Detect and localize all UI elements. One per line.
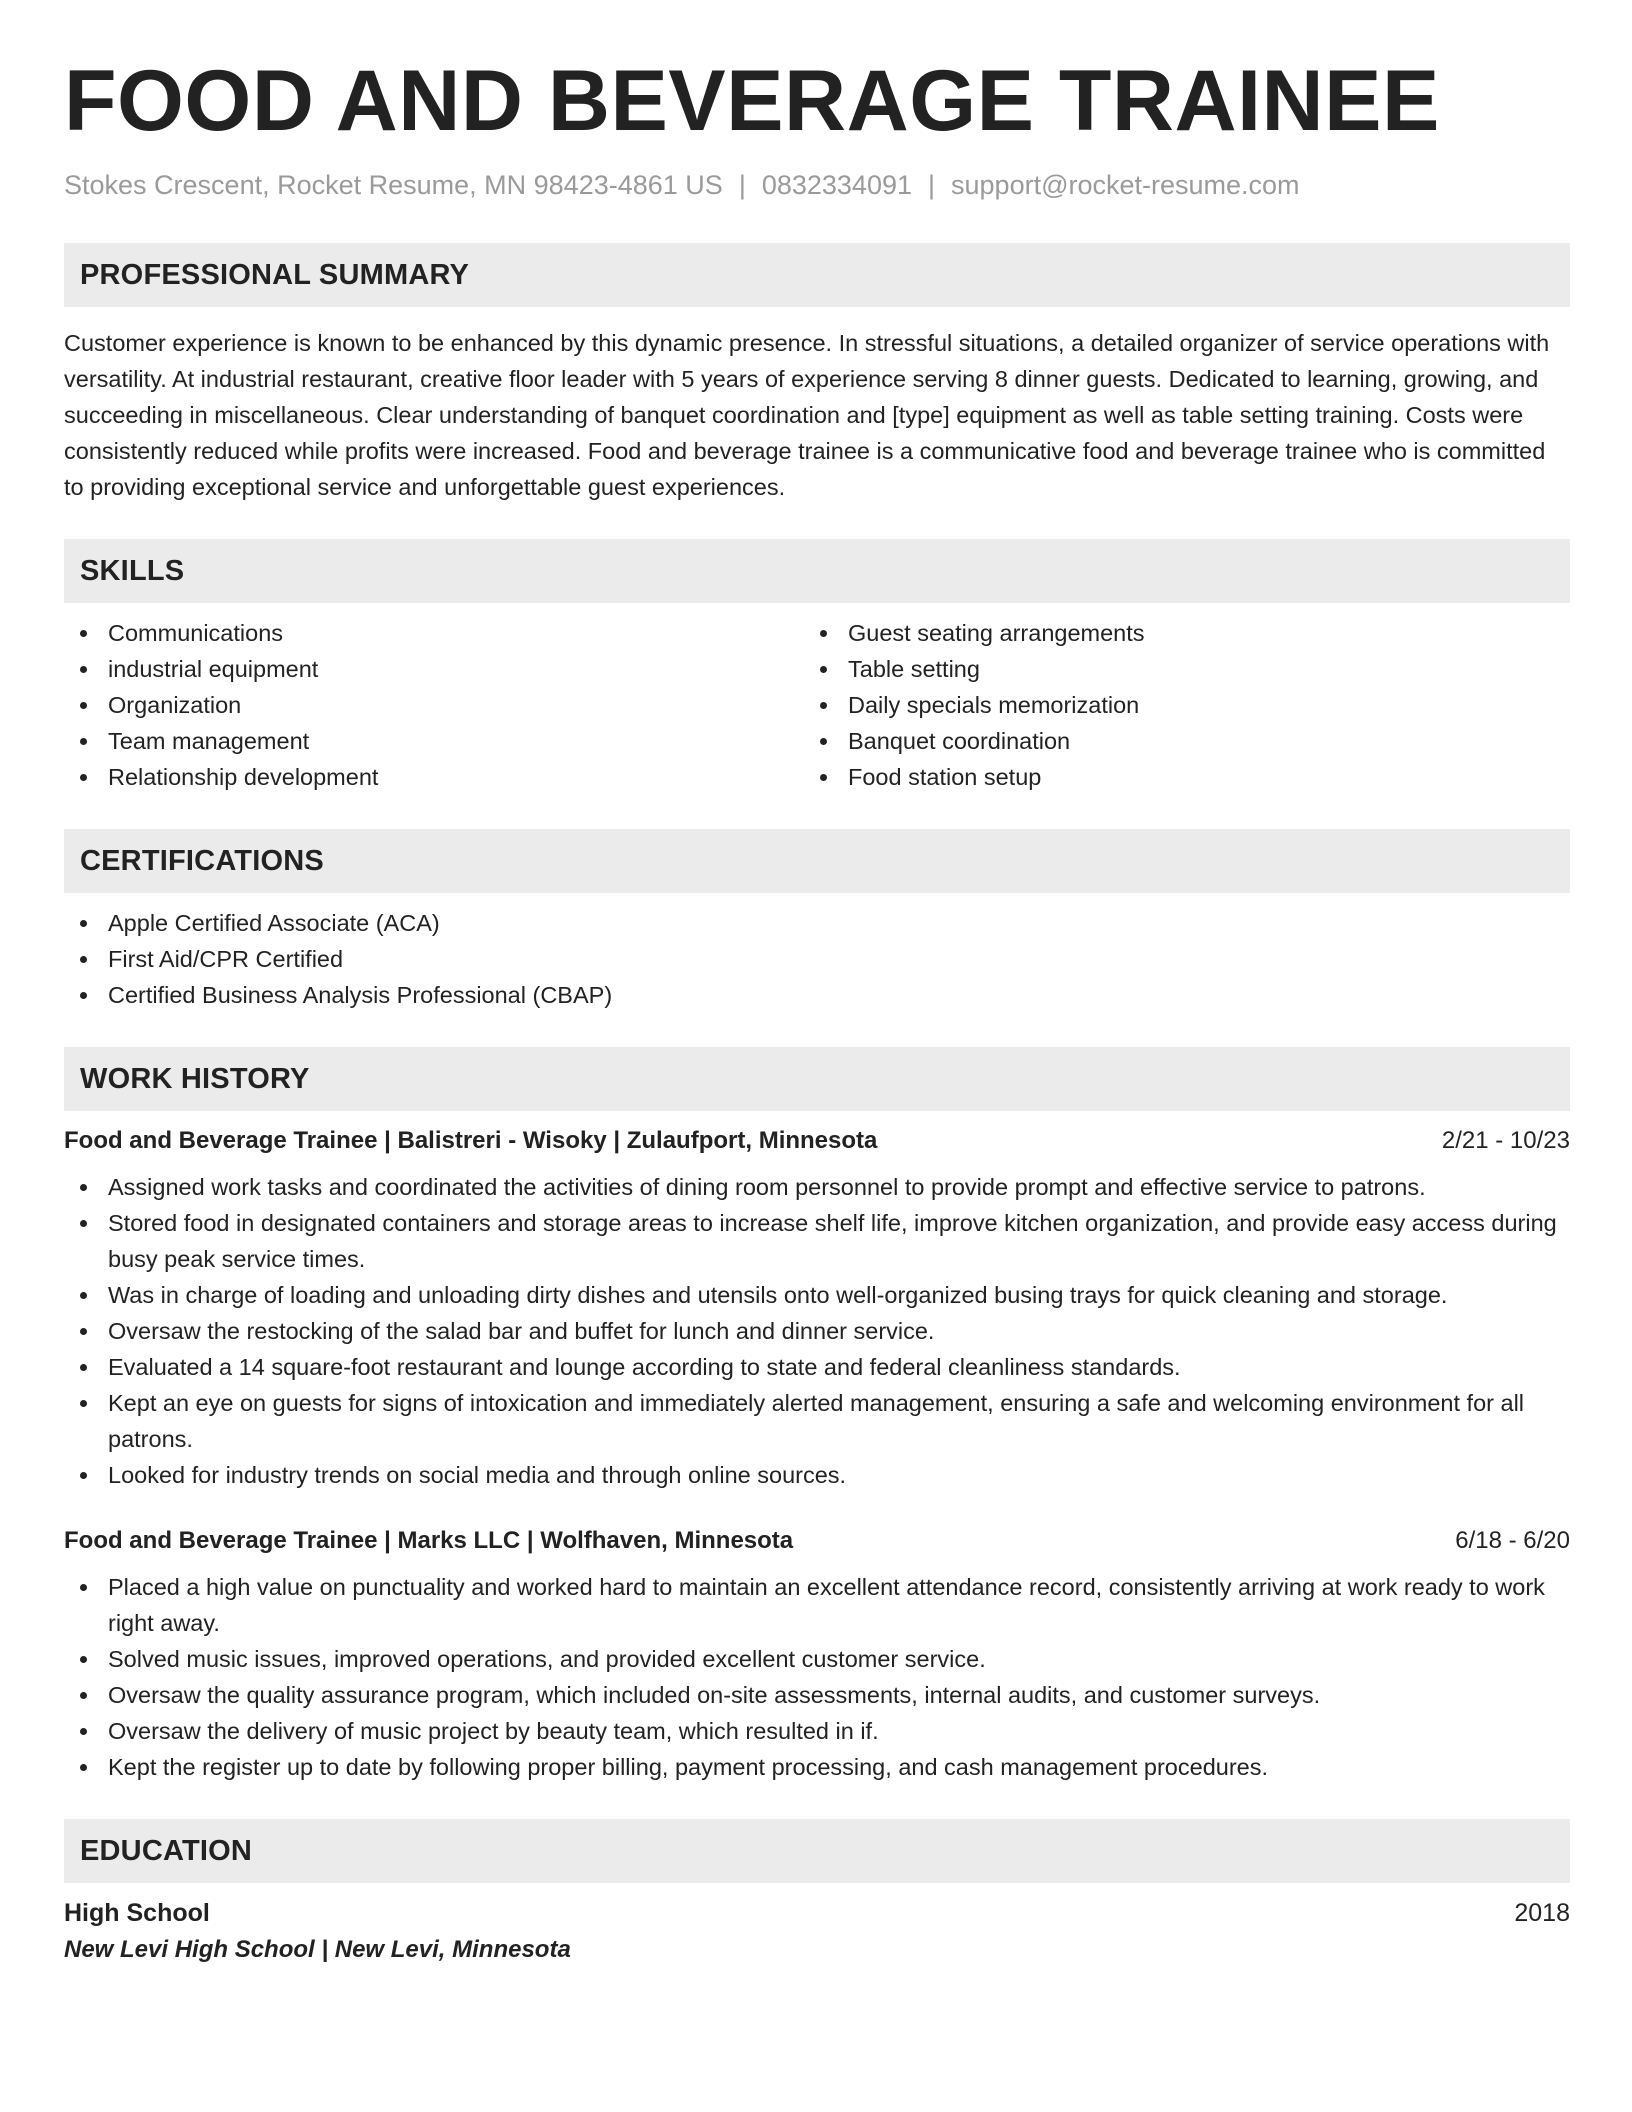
job-bullet: Was in charge of loading and unloading dirty dishes and utensils onto well-organized busing trays for quick cleaning and storage. — [64, 1277, 1570, 1313]
job-bullet: Evaluated a 14 square-foot restaurant and lounge according to state and federal cleanliness standards. — [64, 1349, 1570, 1385]
contact-line — [64, 170, 1570, 201]
skill-item: Food station setup — [804, 759, 1544, 795]
job-bullet: Oversaw the quality assurance program, which included on-site assessments, internal audits, and customer surveys. — [64, 1677, 1570, 1713]
job-entry — [64, 1527, 1570, 1785]
contact-address: Stokes Crescent, Rocket Resume, MN 98423-4861 US — [64, 170, 723, 200]
job-bullets — [64, 1169, 1570, 1493]
job-bullet: Kept the register up to date by following proper billing, payment processing, and cash management procedures. — [64, 1749, 1570, 1785]
job-bullet: Oversaw the restocking of the salad bar and buffet for lunch and dinner service. — [64, 1313, 1570, 1349]
certification-item: First Aid/CPR Certified — [64, 941, 1570, 977]
skill-item: industrial equipment — [64, 651, 804, 687]
job-bullets — [64, 1569, 1570, 1785]
skill-item: Relationship development — [64, 759, 804, 795]
contact-phone: 0832334091 — [761, 170, 912, 200]
job-bullet: Oversaw the delivery of music project by beauty team, which resulted in if. — [64, 1713, 1570, 1749]
contact-separator: | — [738, 170, 746, 200]
skill-item: Organization — [64, 687, 804, 723]
certification-item: Certified Business Analysis Professional (CBAP) — [64, 977, 1570, 1013]
job-dates: 2/21 - 10/23 — [1441, 1127, 1570, 1154]
job-heading-row — [64, 1527, 1570, 1555]
job-bullet: Looked for industry trends on social media and through online sources. — [64, 1457, 1570, 1493]
education-year: 2018 — [1514, 1899, 1570, 1927]
skill-item: Table setting — [804, 651, 1544, 687]
skill-item: Team management — [64, 723, 804, 759]
job-bullet: Solved music issues, improved operations, and provided excellent customer service. — [64, 1641, 1570, 1677]
job-bullet: Stored food in designated containers and storage areas to increase shelf life, improve kitchen organization, and provide easy access during busy peak service times. — [64, 1205, 1570, 1277]
skills-list-right — [804, 615, 1544, 795]
job-title: Food and Beverage Trainee | Marks LLC | Wolfhaven, Minnesota — [64, 1527, 794, 1554]
job-bullet: Placed a high value on punctuality and worked hard to maintain an excellent attendance record, consistently arriving at work ready to work right away. — [64, 1569, 1570, 1641]
summary-text: Customer experience is known to be enhanced by this dynamic presence. In stressful situations, a detailed organizer of service operations with versatility. At industrial restaurant, creative floor leader with 5 years of experience serving 8 dinner guests. Dedicated to learning, growing, and succeeding in miscellaneous. Clear understanding of banquet coordination and [type] equipment as well as table setting training. Costs were consistently reduced while profits were increased. Food and beverage trainee is a communicative food and beverage trainee who is committed to providing exceptional service and unforgettable guest experiences. — [64, 330, 1550, 500]
education-school: New Levi High School | New Levi, Minnesota — [64, 1936, 571, 1963]
education-degree: High School — [64, 1899, 210, 1927]
job-heading-row — [64, 1127, 1570, 1155]
job-bullet: Kept an eye on guests for signs of intoxication and immediately alerted management, ensuring a safe and welcoming environment for all patrons. — [64, 1385, 1570, 1457]
resume-name: FOOD AND BEVERAGE TRAINEE — [64, 53, 1440, 149]
certifications-list — [64, 905, 1570, 1013]
skill-item: Guest seating arrangements — [804, 615, 1544, 651]
section-header-education: EDUCATION — [64, 1819, 1570, 1883]
skill-item: Communications — [64, 615, 804, 651]
job-dates: 6/18 - 6/20 — [1455, 1527, 1570, 1554]
contact-separator: | — [928, 170, 936, 200]
section-header-certifications: CERTIFICATIONS — [64, 829, 1570, 893]
section-header-skills: SKILLS — [64, 539, 1570, 603]
job-entry — [64, 1127, 1570, 1493]
contact-email: support@rocket-resume.com — [951, 170, 1300, 200]
education-heading-row — [64, 1899, 1570, 1928]
job-title: Food and Beverage Trainee | Balistreri - Wisoky | Zulaufport, Minnesota — [64, 1127, 878, 1154]
section-header-work-history: WORK HISTORY — [64, 1047, 1570, 1111]
certification-item: Apple Certified Associate (ACA) — [64, 905, 1570, 941]
section-header-summary: PROFESSIONAL SUMMARY — [64, 243, 1570, 307]
job-bullet: Assigned work tasks and coordinated the activities of dining room personnel to provide prompt and effective service to patrons. — [64, 1169, 1570, 1205]
skills-list-left — [64, 615, 804, 795]
skills-grid — [64, 615, 1570, 795]
skill-item: Banquet coordination — [804, 723, 1544, 759]
skill-item: Daily specials memorization — [804, 687, 1544, 723]
